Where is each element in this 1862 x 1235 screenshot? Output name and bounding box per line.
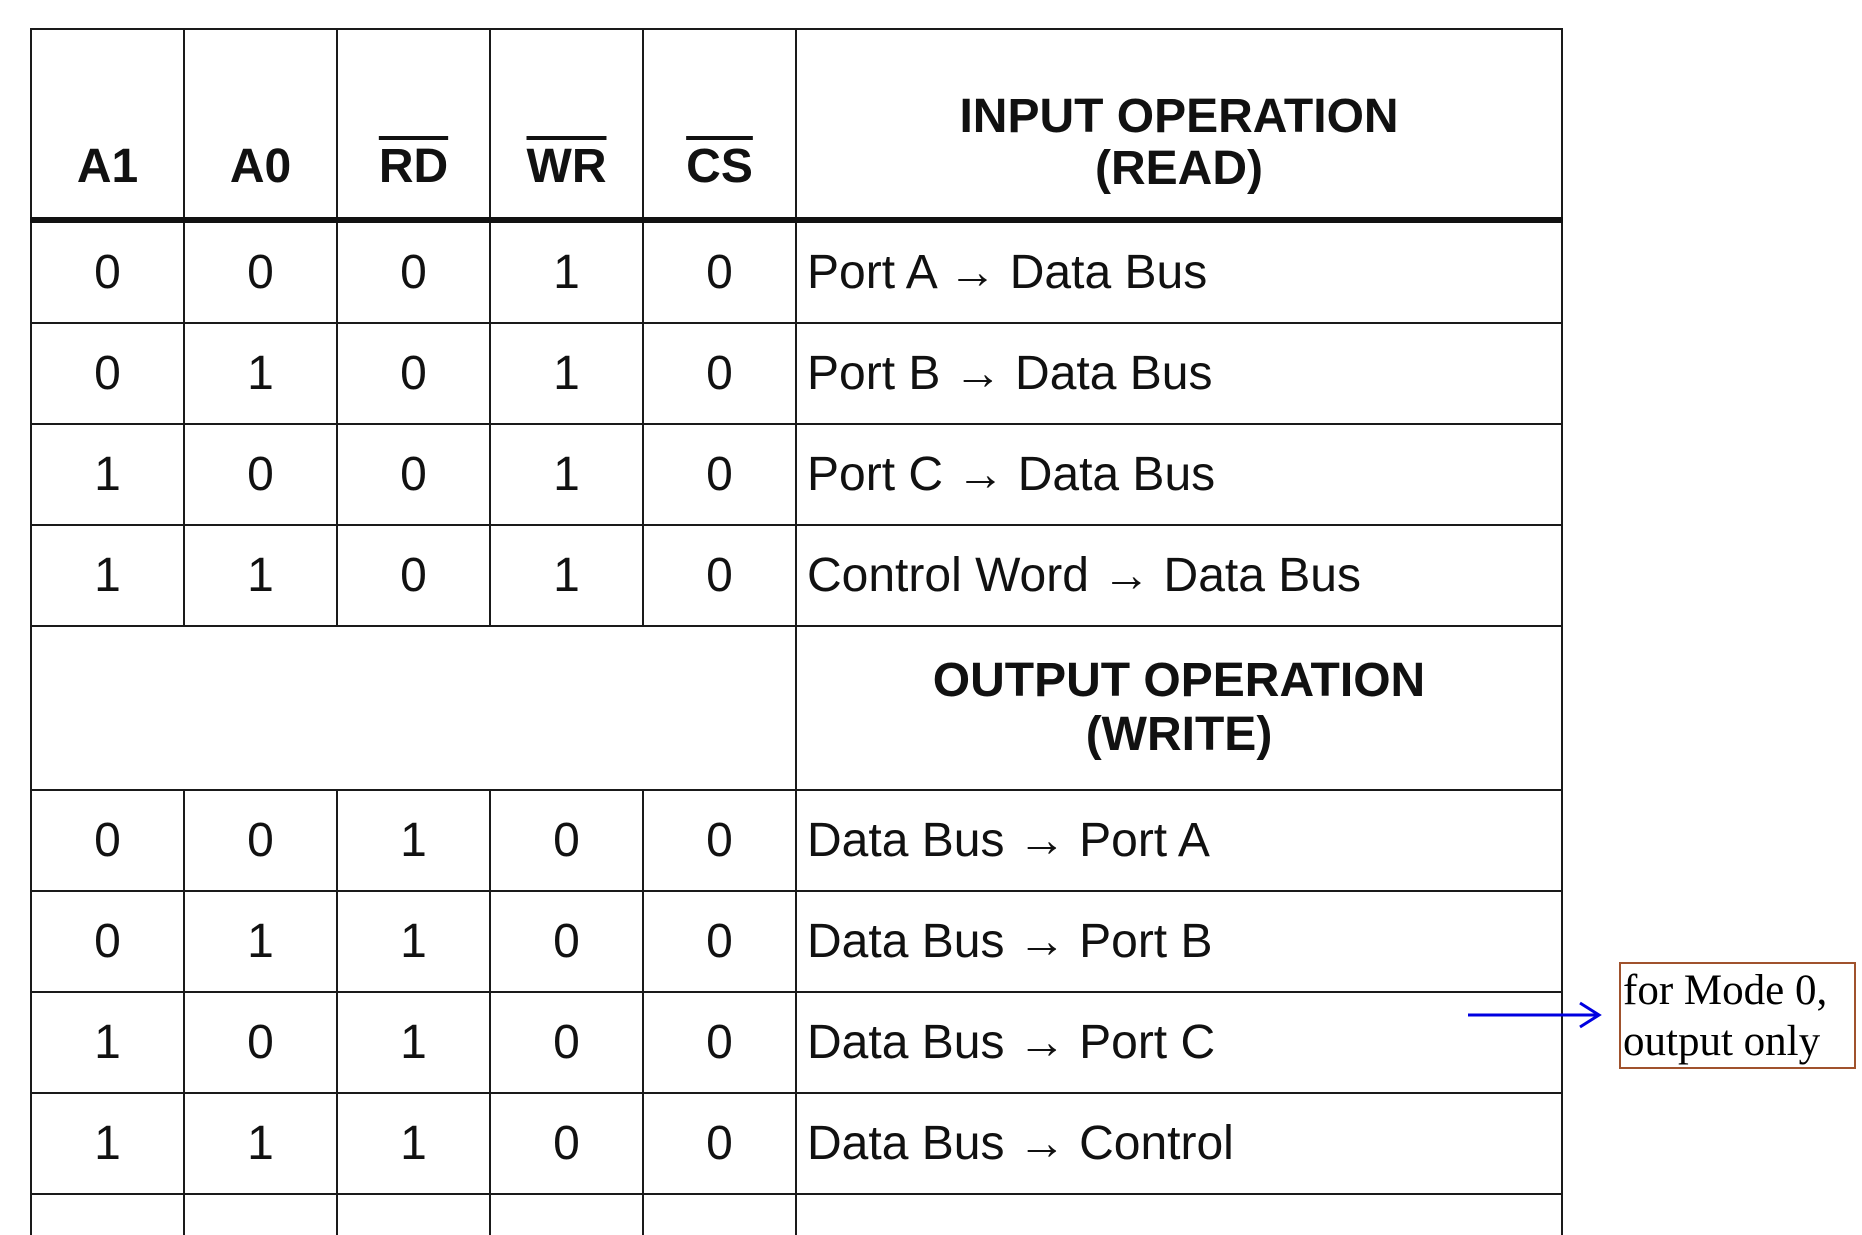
cell-wr: 1	[490, 220, 643, 323]
cell-cs: 0	[643, 525, 796, 626]
cell-wr: 1	[490, 323, 643, 424]
cell-rd: 1	[337, 891, 490, 992]
cell-rd: 0	[337, 525, 490, 626]
cell-a0: 0	[184, 790, 337, 891]
cell-empty	[337, 1194, 490, 1235]
cell-empty	[490, 1194, 643, 1235]
header-wr-label: $\overline{WR}$	[526, 140, 607, 194]
cell-wr: 0	[490, 790, 643, 891]
cell-empty	[184, 1194, 337, 1235]
cell-wr: 0	[490, 891, 643, 992]
cell-empty	[643, 1194, 796, 1235]
table-row	[31, 525, 1562, 626]
cell-rd: 1	[337, 790, 490, 891]
header-rd-label: $\overline{RD}$	[378, 140, 449, 194]
cell-rd: 0	[337, 424, 490, 525]
output-operation-title	[796, 626, 1562, 790]
cell-operation: Port C → Data Bus	[796, 424, 1562, 525]
cell-cs: 0	[643, 790, 796, 891]
table-row	[31, 1093, 1562, 1194]
table-row	[31, 790, 1562, 891]
table-row	[31, 323, 1562, 424]
cell-operation: Data Bus → Port A	[796, 790, 1562, 891]
table-row	[31, 891, 1562, 992]
cell-operation: Port A → Data Bus	[796, 220, 1562, 323]
cell-a0: 1	[184, 891, 337, 992]
cell-a1: 1	[31, 1093, 184, 1194]
table-row	[31, 992, 1562, 1093]
input-operation-title	[796, 29, 1562, 220]
cell-operation: Data Bus → Control	[796, 1093, 1562, 1194]
cell-wr: 0	[490, 992, 643, 1093]
cell-a1: 0	[31, 220, 184, 323]
input-title-line2: (READ)	[1095, 142, 1263, 196]
header-cs-label: $\overline{CS}$	[686, 140, 753, 194]
input-title-line1: INPUT OPERATION	[959, 90, 1399, 144]
output-title-line2: (WRITE)	[1085, 708, 1273, 761]
header-a1: A1	[31, 29, 184, 220]
cell-operation: Control Word → Data Bus	[796, 525, 1562, 626]
cell-rd: 0	[337, 323, 490, 424]
cell-a0: 1	[184, 525, 337, 626]
cell-a1: 0	[31, 891, 184, 992]
cell-cs: 0	[643, 992, 796, 1093]
cell-empty	[796, 1194, 1562, 1235]
cell-operation: Data Bus → Port C	[796, 992, 1562, 1093]
cell-cs: 0	[643, 891, 796, 992]
cell-wr: 1	[490, 525, 643, 626]
cell-cs: 0	[643, 323, 796, 424]
cell-rd: 1	[337, 992, 490, 1093]
cell-wr: 0	[490, 1093, 643, 1194]
annotation-line2: output only	[1623, 1018, 1821, 1065]
section-spacer	[31, 626, 796, 790]
cell-a0: 1	[184, 1093, 337, 1194]
table-row-cutoff	[31, 1194, 1562, 1235]
operation-table	[30, 28, 1563, 1235]
header-row	[31, 29, 1562, 220]
cell-a1: 0	[31, 790, 184, 891]
header-rd	[337, 29, 490, 220]
cell-a1: 1	[31, 424, 184, 525]
cell-a0: 0	[184, 424, 337, 525]
cell-empty	[31, 1194, 184, 1235]
cell-cs: 0	[643, 220, 796, 323]
mode-0-annotation	[1619, 962, 1856, 1069]
cell-cs: 0	[643, 1093, 796, 1194]
header-a0: A0	[184, 29, 337, 220]
cell-operation: Data Bus → Port B	[796, 891, 1562, 992]
header-wr	[490, 29, 643, 220]
cell-a0: 1	[184, 323, 337, 424]
cell-a1: 0	[31, 323, 184, 424]
cell-a0: 0	[184, 220, 337, 323]
cell-a1: 1	[31, 525, 184, 626]
cell-rd: 0	[337, 220, 490, 323]
cell-operation: Port B → Data Bus	[796, 323, 1562, 424]
cell-a1: 1	[31, 992, 184, 1093]
cell-rd: 1	[337, 1093, 490, 1194]
right-arrow-icon	[1468, 1000, 1603, 1030]
table-row	[31, 220, 1562, 323]
table-row	[31, 424, 1562, 525]
output-section-row	[31, 626, 1562, 790]
cell-cs: 0	[643, 424, 796, 525]
header-cs	[643, 29, 796, 220]
cell-a0: 0	[184, 992, 337, 1093]
output-title-line1: OUTPUT OPERATION	[932, 654, 1426, 708]
cell-wr: 1	[490, 424, 643, 525]
annotation-line1: for Mode 0,	[1623, 967, 1828, 1014]
